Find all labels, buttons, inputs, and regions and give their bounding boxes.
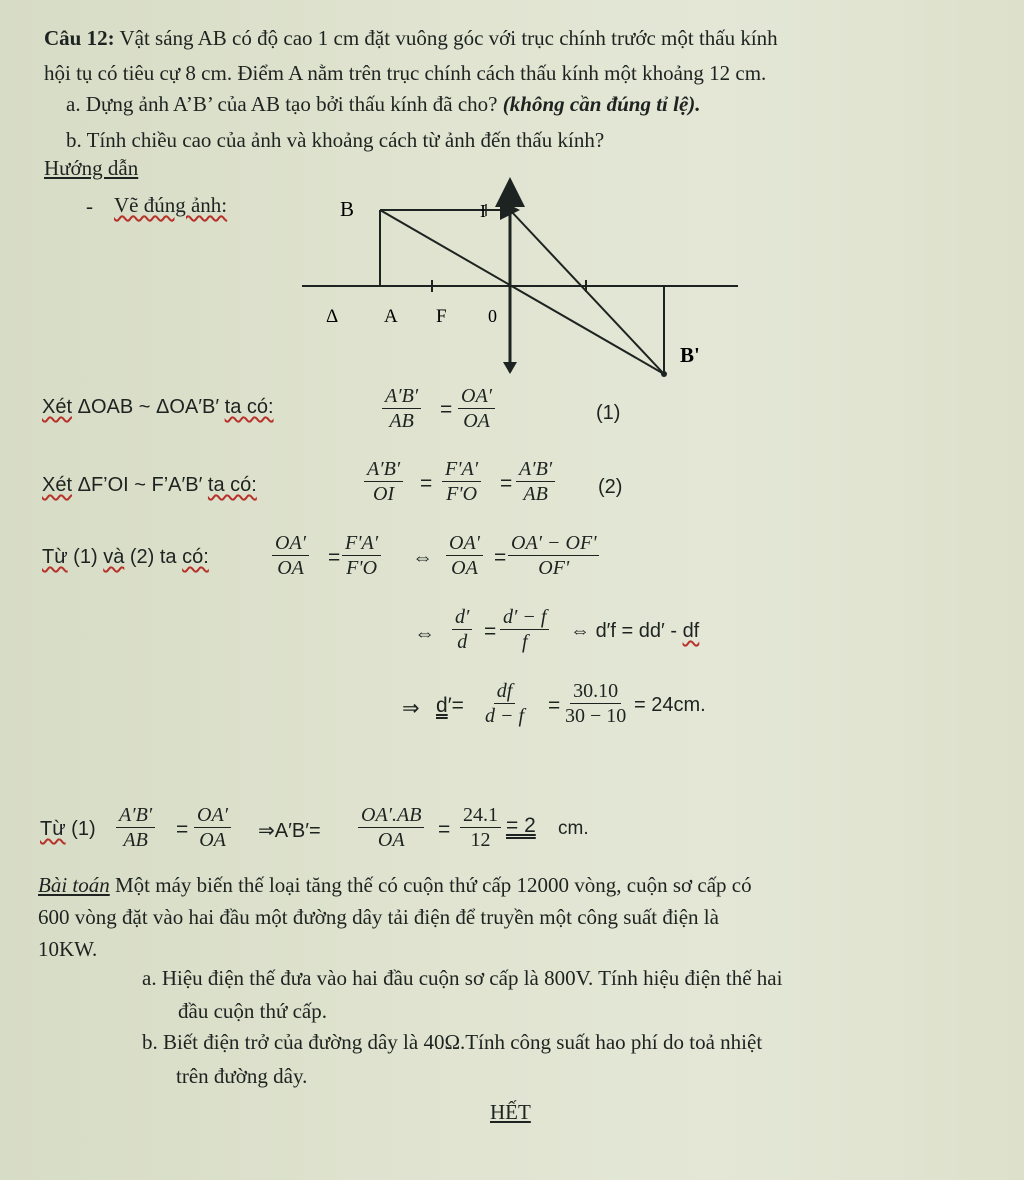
problem2-line2: 600 vòng đặt vào hai đầu một đường dây tải điện để truyền một công suất điện là <box>38 905 719 929</box>
problem2-a2: đầu cuộn thứ cấp. <box>178 999 327 1023</box>
step5-frac1 <box>482 680 527 727</box>
step4-iff: ⇔ <box>414 622 435 645</box>
frac-den: OI <box>373 483 395 505</box>
frac-num: F'A′ <box>442 458 481 482</box>
frac-den: OF' <box>538 557 570 579</box>
problem-12-line2: hội tụ có tiêu cự 8 cm. Điểm A nằm trên trục chính cách thấu kính một khoảng 12 cm. <box>44 61 767 85</box>
step4-eq: = <box>484 620 497 643</box>
step4-frac1 <box>452 606 472 653</box>
step4-iff2: ⇔ <box>570 620 590 642</box>
frac-num: A′B′ <box>364 458 403 482</box>
frac-den: OA <box>463 410 490 432</box>
frac-den: d <box>457 631 468 653</box>
frac-den: 12 <box>470 829 491 851</box>
step6-prefix-line <box>40 818 96 841</box>
frac-num: OA′ <box>194 804 231 828</box>
step3-suffix: có: <box>182 546 209 568</box>
frac-num: 24.1 <box>460 804 501 828</box>
step6-prefix: Từ <box>40 818 66 840</box>
step2-prefix: Xét <box>42 474 73 496</box>
step2-text <box>42 474 257 497</box>
step2-expr: ΔF’OI ~ F’A′B′ <box>77 474 203 496</box>
step2-tag: (2) <box>598 476 623 498</box>
guide-title: Hướng dẫn <box>44 156 139 180</box>
step2-frac2 <box>442 458 481 505</box>
step1-frac1 <box>382 385 421 432</box>
step3-mid: (1) <box>73 546 98 568</box>
frac-num: OA' <box>446 532 483 556</box>
step6-result: = 2 <box>506 814 536 837</box>
step1-suffix: ta có: <box>224 396 274 418</box>
frac-num: df <box>494 680 516 704</box>
frac-num: A′B′ <box>116 804 155 828</box>
end-marker: HẾT <box>490 1100 531 1124</box>
part-a-text: a. Dựng ảnh A’B’ của AB tạo bởi thấu kính đã cho? <box>66 92 498 116</box>
step3-eq2: = <box>494 546 507 569</box>
frac-den: AB <box>523 483 548 505</box>
frac-num: OA′ − OF' <box>508 532 599 556</box>
step1-text <box>42 396 274 419</box>
frac-den: OA <box>377 829 405 851</box>
frac-num: A′B′ <box>516 458 555 482</box>
step4-tail: df <box>682 620 700 642</box>
label-A: A <box>384 306 398 327</box>
step4-frac2 <box>500 606 549 653</box>
label-O: 0 <box>488 306 497 326</box>
step3-frac4 <box>508 532 599 579</box>
frac-num: A′B′ <box>382 385 421 409</box>
step3-eq1: = <box>328 546 341 569</box>
part-a-note: (không cần đúng tỉ lệ). <box>502 92 701 116</box>
frac-num: 30.10 <box>570 680 621 704</box>
frac-den: F'O <box>346 557 378 579</box>
frac-num: OA′ <box>272 532 309 556</box>
step3-prefix: Từ <box>42 546 68 568</box>
step1-eq: = <box>440 398 453 421</box>
step3-and: và <box>103 546 125 568</box>
step6-unit: cm. <box>558 818 589 839</box>
step3-iff: ⇔ <box>412 546 433 569</box>
step2-frac3 <box>516 458 555 505</box>
frac-den: OA <box>199 829 226 851</box>
frac-num: OA′ <box>458 385 495 409</box>
step6-eq2: = <box>438 818 451 841</box>
problem-12-label: Câu 12: <box>44 26 115 50</box>
image-point <box>661 371 667 377</box>
lens-diagram <box>0 0 1024 400</box>
problem2-b2: trên đường dây. <box>176 1064 308 1088</box>
step5-result: = 24cm. <box>634 694 706 716</box>
step3-frac3 <box>446 532 483 579</box>
step3-frac1 <box>272 532 309 579</box>
step2-suffix: ta có: <box>207 474 257 496</box>
frac-den: OA <box>451 557 478 579</box>
step1-frac2 <box>458 385 495 432</box>
step6-tag: (1) <box>71 818 96 840</box>
step5-d-letter: d <box>436 694 448 717</box>
frac-num: F'A′ <box>342 532 381 556</box>
frac-den: 30 − 10 <box>565 705 627 727</box>
problem-12-text1: Vật sáng AB có độ cao 1 cm đặt vuông góc với trục chính trước một thấu kính <box>119 26 778 50</box>
problem2-text1: Một máy biến thế loại tăng thế có cuộn thứ cấp 12000 vòng, cuộn sơ cấp có <box>109 873 752 897</box>
step4-rest-text: d′f = dd′ - <box>595 620 683 642</box>
step1-expr: ΔOAB ~ ΔOA′B′ <box>77 396 220 418</box>
step2-eq1: = <box>420 472 433 495</box>
ray-through-O <box>380 210 664 374</box>
step6-frac2 <box>194 804 231 851</box>
label-B: B <box>340 197 355 221</box>
step3-mid2: (2) ta <box>129 546 177 568</box>
frac-den: AB <box>389 410 414 432</box>
step6-frac4 <box>460 804 501 851</box>
problem2-b1: b. Biết điện trở của đường dây là 40Ω.Tính công suất hao phí do toả nhiệt <box>142 1030 763 1054</box>
step1-tag: (1) <box>596 402 621 424</box>
lens-bottom-arrow <box>503 362 517 374</box>
problem2-line3: 10KW. <box>38 937 98 961</box>
problem2-label: Bài toán <box>38 873 110 897</box>
step4-rest <box>570 620 699 643</box>
step6-imp: ⇒A′B′= <box>258 820 321 842</box>
frac-den: d − f <box>485 705 525 727</box>
guide-dash: - <box>86 194 93 218</box>
frac-den: F'O <box>446 483 478 505</box>
step3-frac2 <box>342 532 381 579</box>
step2-frac1 <box>364 458 403 505</box>
label-Bp: B' <box>680 343 700 367</box>
step6-eq1: = <box>176 818 189 841</box>
problem-12-part-b: b. Tính chiều cao của ảnh và khoảng cách từ ảnh đến thấu kính? <box>66 128 605 152</box>
step5-frac2 <box>562 680 629 727</box>
step6-frac3 <box>358 804 424 851</box>
step2-eq2: = <box>500 472 513 495</box>
step5-prime: ′= <box>447 694 464 717</box>
frac-den: AB <box>123 829 148 851</box>
frac-num: OA′.AB <box>358 804 424 828</box>
problem2-line1 <box>38 873 752 898</box>
step1-prefix: Xét <box>42 396 73 418</box>
frac-num: d′ − f <box>500 606 549 630</box>
step3-text <box>42 546 209 569</box>
label-delta: Δ <box>326 306 339 327</box>
frac-num: d′ <box>452 606 472 630</box>
guide-draw-label: Vẽ đúng ảnh: <box>114 193 228 217</box>
frac-den: f <box>521 631 528 653</box>
label-I: I <box>480 201 486 221</box>
step6-frac1 <box>116 804 155 851</box>
step5-eq: = <box>548 694 561 717</box>
frac-den: OA <box>277 557 304 579</box>
step5-d <box>436 694 464 718</box>
label-F: F <box>436 306 447 327</box>
problem2-a1: a. Hiệu điện thế đưa vào hai đầu cuộn sơ cấp là 800V. Tính hiệu điện thế hai <box>142 966 783 990</box>
step5-imp: ⇒ <box>402 697 420 720</box>
